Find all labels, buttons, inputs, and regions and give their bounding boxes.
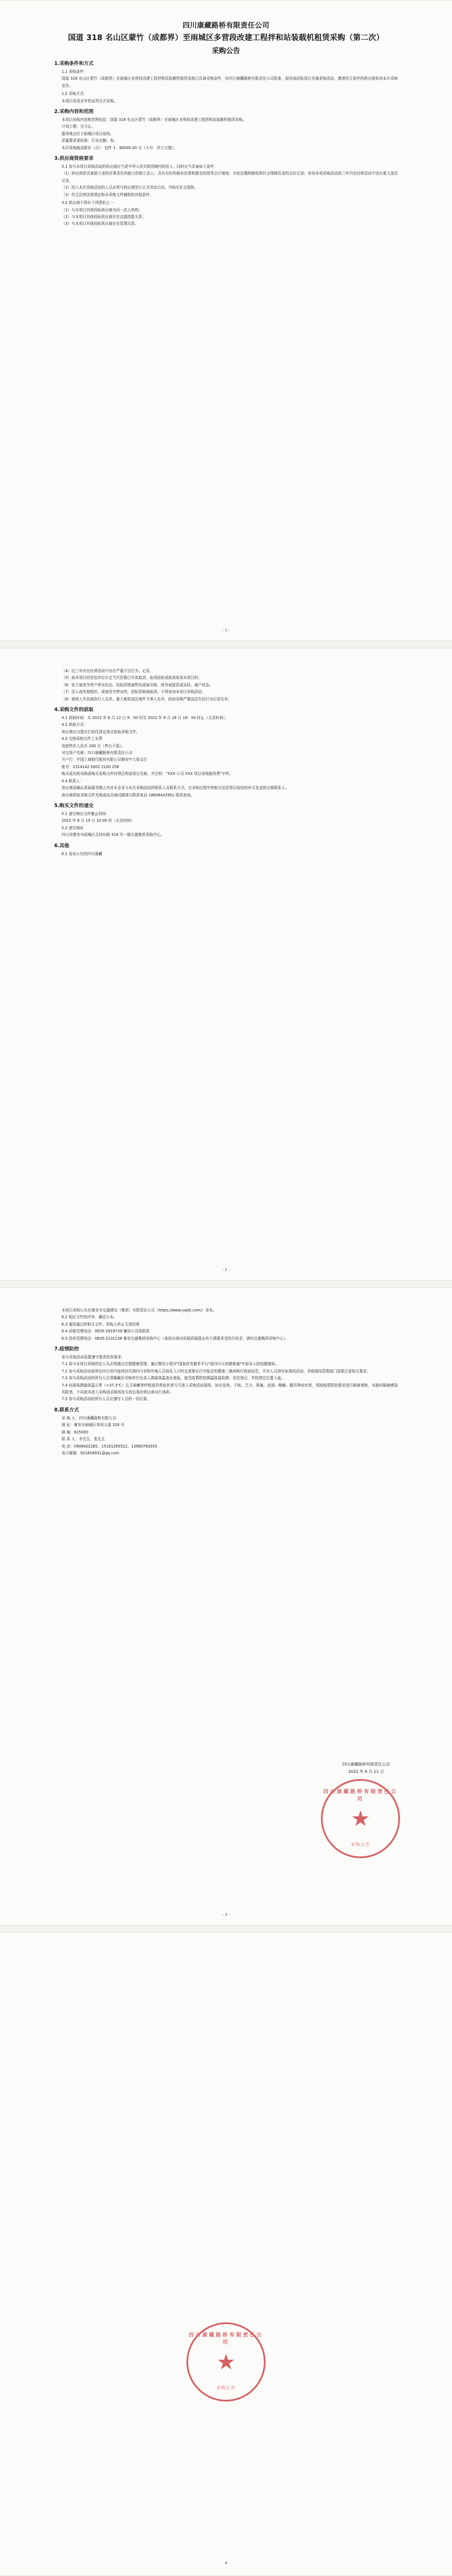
section-5-1: 5.1 递交响应文件截止时间：	[62, 811, 110, 816]
seal-top-text-2: 四川康藏路桥有限责任公司	[188, 2333, 263, 2346]
account-number: 账号：2314142 0002 2100 258	[62, 764, 119, 769]
section-1-2-text: 本项目采用竞争性谈判方式采购。	[62, 98, 118, 103]
section-3-1-item-2: （2）投入本次采购活动的人员必须与供应商签订正式劳动合同，并购买社会保险。	[62, 185, 198, 190]
signature-block	[342, 1761, 390, 1776]
page2-item-4: （8）被纳入失信被执行人名单、重大税收违法案件当事人名单、政府采购严重违法失信行为记录名单；	[62, 696, 232, 701]
document-page-4	[0, 1932, 452, 2576]
section-7-3: 7.3 参与采购活动的所有人员须佩戴好采购单位负责人测量体温查证查验，接受疫情防控测温体温检测、信息登记，并按规定位置入座。	[62, 1376, 285, 1381]
account-note: 购买成功的采购需购买采购文件时须注明该项目名称，并注明："XXX 公司 XXX 项目采购服务费"字样。	[62, 772, 233, 777]
seal-bottom-text: 采购公告	[351, 1842, 370, 1847]
page2-item-2: （6）处于被责令停产停业状态、投标资格被暂扣或被吊销、财务被接管或冻结、破产状态。	[62, 682, 213, 687]
page-gap-2	[0, 1280, 452, 1287]
section-2-item-0: 计划工期：至今止。	[62, 124, 95, 129]
section-6-heading: 6.其他	[54, 843, 69, 849]
page3-line-3: 6.3 通用通过的相关文件、采购人终止无效结果	[62, 1322, 140, 1327]
section-3-2-label: 3.2 供应商不得有下列情形之一：	[62, 200, 118, 206]
section-4-4-phone: 供应商获取采购文件及购成该具地问题请与联系电话 18608432901 联系查询。	[62, 792, 194, 797]
section-3-1-item-3: （3）符合法律法规规定和本采购文件载明的其他条件。	[62, 192, 154, 197]
account-name: 对交易户名称：四川康藏路桥有限责任公司	[62, 751, 133, 756]
page3-line-5: 6.5 投诉受理电话：0835-2231136 雅安交通集团采购中心（查供应商对质疑质疑提出其不满要求受的行政求，请向交通集团采购中心）。	[62, 1336, 289, 1341]
page-gap-3	[0, 1925, 452, 1932]
section-5-1-deadline: 2022 年 8 月 19 日 10:00 时（北京时间）	[62, 818, 134, 823]
page2-item-3: （7）法人或其他组织、或被责令停业的，投标资格被取消，不得参加本项目采购活动；	[62, 690, 206, 695]
seal-star-icon: ★	[350, 1806, 371, 1831]
section-2-text: 本项目采购内容和范围包括：国道 318 名山区蒙竹（成都界）至雨城区多营段改建工程拌和站装载机租赁采购。	[62, 117, 246, 123]
section-3-1-item-1: （1）供应商是具备独立承担民事责任的能力的独立法人；具有良好的商业信誉和健全的财务会计制度；有依法缴纳税收和社会保障资金的良好记录；参加本项采购活动前三年内在经营活动中没有重大违法记录。	[62, 171, 398, 183]
section-5-2: 5.2 递交地址	[62, 825, 84, 830]
company-seal-stamp	[321, 1779, 400, 1858]
section-2-item-3: 本次采购最高限价（元）：包件 1：90000.00 元（大写：玖万元整）。	[62, 145, 177, 150]
section-6-1: 6.1 发布公告的四川康藏	[62, 851, 102, 856]
section-4-heading: 4.采购文件的获取	[54, 707, 94, 713]
section-3-2-item-0: （1）与本项目其他投标供应商为同一法人机构；	[62, 207, 142, 212]
page-2-number: - 2 -	[222, 1267, 230, 1272]
contact-person: 联 系 人：李先生、张先生	[62, 1437, 105, 1442]
section-7-2: 7.2 参与采购活动前须在四川省内连续居住满四川省和外地人员前往入川时定需要自行申报定的健康二维码和行程码信息，并对人员持有如果的活动、采购现场管理部门需要注意相关要求。	[62, 1368, 371, 1374]
page2-item-1: （5）被本项目的发包单位认定当次资格已有效取消、取消投标或取消参加本项目的；	[62, 675, 202, 681]
account-bank: 开户行：中国工商银行股份有限公司雅安中大街支行	[62, 757, 147, 762]
section-2-item-2: 质量要求或标准：行业定额；参。	[62, 138, 118, 143]
seal-star-icon-2: ★	[216, 2350, 236, 2374]
company-seal-stamp-2	[186, 2322, 266, 2401]
section-1-2-label: 1.2 采购方式：	[62, 91, 88, 97]
section-3-1: 3.1 参与本项目采购活动的供应商应当是中华人民共和国境内的法人、同时应当具备如下条件：	[62, 164, 218, 169]
section-7-intro: 参与采购活动需要遵守要求的各要求：	[62, 1355, 125, 1360]
contact-postcode: 邮 编：625000	[62, 1429, 89, 1435]
page-3-number: - 3 -	[222, 1912, 230, 1917]
section-7-5: 7.5 参与采购活动的所有人员应遵守人员的一切后果。	[62, 1397, 151, 1402]
document-title: 国道 318 名山区蒙竹（成都界）至雨城区多营段改建工程拌和站装载机租赁采购（第二次）	[68, 33, 384, 42]
page3-line-1: 本项目采购公告在雅安市交通建设（集团）有限责任公司（https://www.yajtjt.com/）发布。	[62, 1308, 217, 1313]
section-4-4: 4.4 联系人：	[62, 778, 84, 783]
contact-phone: 电 话：0908402265、15181265522、13980783555	[62, 1444, 158, 1449]
document-page-2	[0, 648, 452, 1280]
section-5-2-address: 四川省雅安市雨城区北纬东路 318 号一楼交通集团采购中心。	[62, 832, 164, 838]
page-1-number: - 1 -	[222, 628, 230, 633]
section-5-heading: 5.购买文件的递交	[54, 803, 94, 809]
section-8-heading: 8.联系方式	[54, 1407, 79, 1413]
section-4-2: 4.2 获取方式：	[62, 722, 88, 727]
section-4-2-text: 供应商应自愿自行前往指定地点获取采购文件。	[62, 729, 140, 734]
seal-top-text: 四川康藏路桥有限责任公司	[323, 1789, 398, 1802]
document-page-1	[0, 0, 452, 641]
section-1-1-label: 1.1 采购条件：	[62, 69, 88, 74]
section-3-heading: 3.供应商资格要求	[54, 156, 94, 162]
page2-item-0: （4）近三年内在经营活动中存在严重不良行为、记录。	[62, 669, 154, 673]
contact-address: 地 址：雅安市雨城区草坝大道 326 号	[62, 1423, 125, 1428]
contact-email: 电子邮箱：921658931@qq.com	[62, 1450, 119, 1455]
section-1-1-text: 国道 318 名山区蒙竹（成都界）至雨城区多营段改建工程拌和站装载机租赁采购已具备采购条件，经四川康藏路桥有限责任公司批准，现对该招标项目实施采购活动，邀请符合条件的供应商参加本次采购竞争。	[62, 76, 398, 88]
document-page-3	[0, 1287, 452, 1925]
page-gap-1	[0, 641, 452, 648]
company-name: 四川康藏路桥有限责任公司	[182, 21, 270, 29]
section-3-2-item-1: （2）与本项目其他投标供应商存在直接控股关系；	[62, 214, 146, 219]
page-4-number: 4	[224, 2561, 228, 2565]
section-4-1: 4.1 获取时间：从 2022 年 8 月 12 日 9：00 时至 2022 年 8 月 18 日 16：00 时止（北京时间）。	[62, 716, 229, 721]
signature-company: 四川康藏路桥有限责任公司	[342, 1762, 390, 1767]
section-2-heading: 2.采购内容和范围	[54, 109, 94, 115]
section-4-4-text: 供应商需确认获取服务期之内对本企业与本次采购活动的联系人及联系方式，在采购过程中的相关信息将以短信的形式发送供应商联系人。	[62, 786, 289, 791]
section-4-3: 4.3 交纳采购文件工本费	[62, 736, 102, 742]
section-7-4: 7.4 经现场测量体温正常（<37.3℃）且无咳嗽等呼吸道异常症状者方可进入采购活动现场。如有发热、干咳、乏力、鼻塞、流涕、咽痛、腹泻等症状者，须按疫情防控要求进行隔离观察，本路的隔离感染风险者，不同意其进入采购活动现场发生的后果由供应商自行承担。	[62, 1383, 398, 1395]
section-1-heading: 1.采购条件和方式	[54, 61, 94, 67]
signature-date: 2022 年 8 月 11 日	[348, 1769, 384, 1774]
page3-line-4: 6.4 质疑受理电话：0835-2618739 廉洁公司或联系	[62, 1329, 150, 1334]
contact-purchaser: 采 购 人：四川康藏路桥有限公司	[62, 1415, 116, 1420]
section-2-item-1: 服务地点位于雨城区项目现场。	[62, 131, 114, 136]
section-4-3-price: 每套售价人民币 200 元（售后不退）。	[62, 743, 125, 748]
seal-bottom-text-2: 采购公告	[216, 2385, 236, 2390]
section-7-1: 7.1 参与本项目采购的法人及必须通过注册健康管理，通过微信小程序"国家政务服务平台"或四川天府健康通"中报本人防疫健康码。	[62, 1362, 279, 1367]
section-3-2-item-2: （3）与本项目其他投标供应商存在管理关系。	[62, 221, 139, 226]
section-7-heading: 7.疫情防控	[54, 1346, 79, 1353]
page3-line-2: 6.2 相应文件的评审、确定公布。	[62, 1315, 118, 1320]
document-subtitle: 采购公告	[211, 46, 240, 55]
